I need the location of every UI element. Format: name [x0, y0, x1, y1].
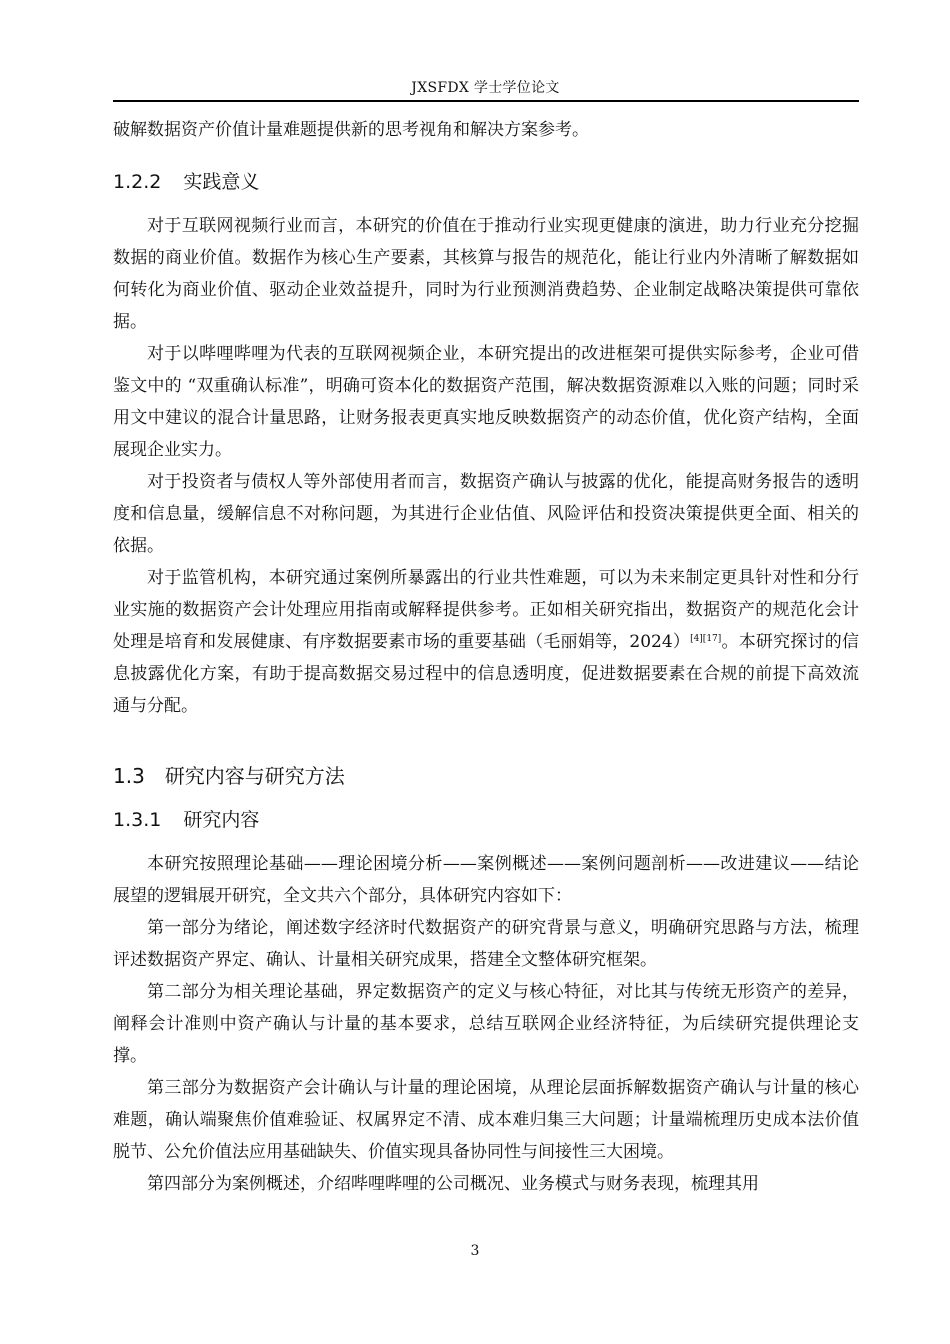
- paragraph-enterprise: 对于以哔哩哔哩为代表的互联网视频企业，本研究提出的改进框架可提供实际参考，企业可借鉴文中的 “双重确认标准”，明确可资本化的数据资产范围，解决数据资源难以入账的问题；同时采用文中建议的混合计量思路，让财务报表更真实地反映数据资产的动态价值，优化资产结构，全面展现企业实力。: [113, 344, 859, 460]
- section-heading-1-3-1: [113, 804, 859, 836]
- paragraph-text: 。本研究探讨的信息披露优化方案，有助于提高数据交易过程中的信息透明度，促进数据要素在合规的前提下高效流通与分配。: [113, 632, 859, 716]
- section-number: 1.3.1: [113, 809, 162, 831]
- section-number: 1.3: [113, 764, 145, 788]
- paragraph-investors: 对于投资者与债权人等外部使用者而言，数据资产确认与披露的优化，能提高财务报告的透明度和信息量，缓解信息不对称问题，为其进行企业估值、风险评估和投资决策提供更全面、相关的依据。: [113, 472, 859, 556]
- paragraph-continued: 破解数据资产价值计量难题提供新的思考视角和解决方案参考。: [113, 120, 589, 140]
- paragraph-industry: 对于互联网视频行业而言，本研究的价值在于推动行业实现更健康的演进，助力行业充分挖掘数据的商业价值。数据作为核心生产要素，其核算与报告的规范化，能让行业内外清晰了解数据如何转化为商业价值、驱动企业效益提升，同时为行业预测消费趋势、企业制定战略决策提供可靠依据。: [113, 216, 859, 332]
- citation: [4][17]: [690, 634, 722, 644]
- paragraph-regulators: [113, 562, 859, 722]
- section-title: 研究内容与研究方法: [164, 764, 345, 788]
- paragraph-overview: 本研究按照理论基础——理论困境分析——案例概述——案例问题剖析——改进建议——结论展望的逻辑展开研究，全文共六个部分，具体研究内容如下：: [113, 854, 859, 906]
- section-title: 实践意义: [183, 171, 260, 193]
- section-heading-1-3: [113, 760, 859, 792]
- paragraph-part-2: 第二部分为相关理论基础，界定数据资产的定义与核心特征，对比其与传统无形资产的差异，阐释会计准则中资产确认与计量的基本要求，总结互联网企业经济特征，为后续研究提供理论支撑。: [113, 982, 859, 1066]
- header-rule: [113, 100, 859, 102]
- page-body: [113, 114, 859, 1200]
- section-title: 研究内容: [183, 809, 260, 831]
- paragraph-part-4: 第四部分为案例概述，介绍哔哩哔哩的公司概况、业务模式与财务表现，梳理其用: [147, 1174, 759, 1194]
- section-number: 1.2.2: [113, 171, 162, 193]
- paragraph-part-3: 第三部分为数据资产会计确认与计量的理论困境，从理论层面拆解数据资产确认与计量的核心难题，确认端聚焦价值难验证、权属界定不清、成本难归集三大问题；计量端梳理历史成本法价值脱节、公允价值法应用基础缺失、价值实现具备协同性与间接性三大困境。: [113, 1078, 859, 1162]
- section-heading-1-2-2: [113, 166, 859, 198]
- paragraph-part-1: 第一部分为绪论，阐述数字经济时代数据资产的研究背景与意义，明确研究思路与方法，梳理评述数据资产界定、确认、计量相关研究成果，搭建全文整体研究框架。: [113, 918, 859, 970]
- running-header: JXSFDX 学士学位论文: [411, 80, 560, 96]
- page-number: 3: [470, 1243, 480, 1259]
- paragraph-text: 对于监管机构，本研究通过案例所暴露出的行业共性难题，可以为未来制定更具针对性和分行业实施的数据资产会计处理应用指南或解释提供参考。正如相关研究指出，数据资产的规范化会计处理是培育和发展健康、有序数据要素市场的重要基础（毛丽娟等，2024）: [113, 568, 859, 652]
